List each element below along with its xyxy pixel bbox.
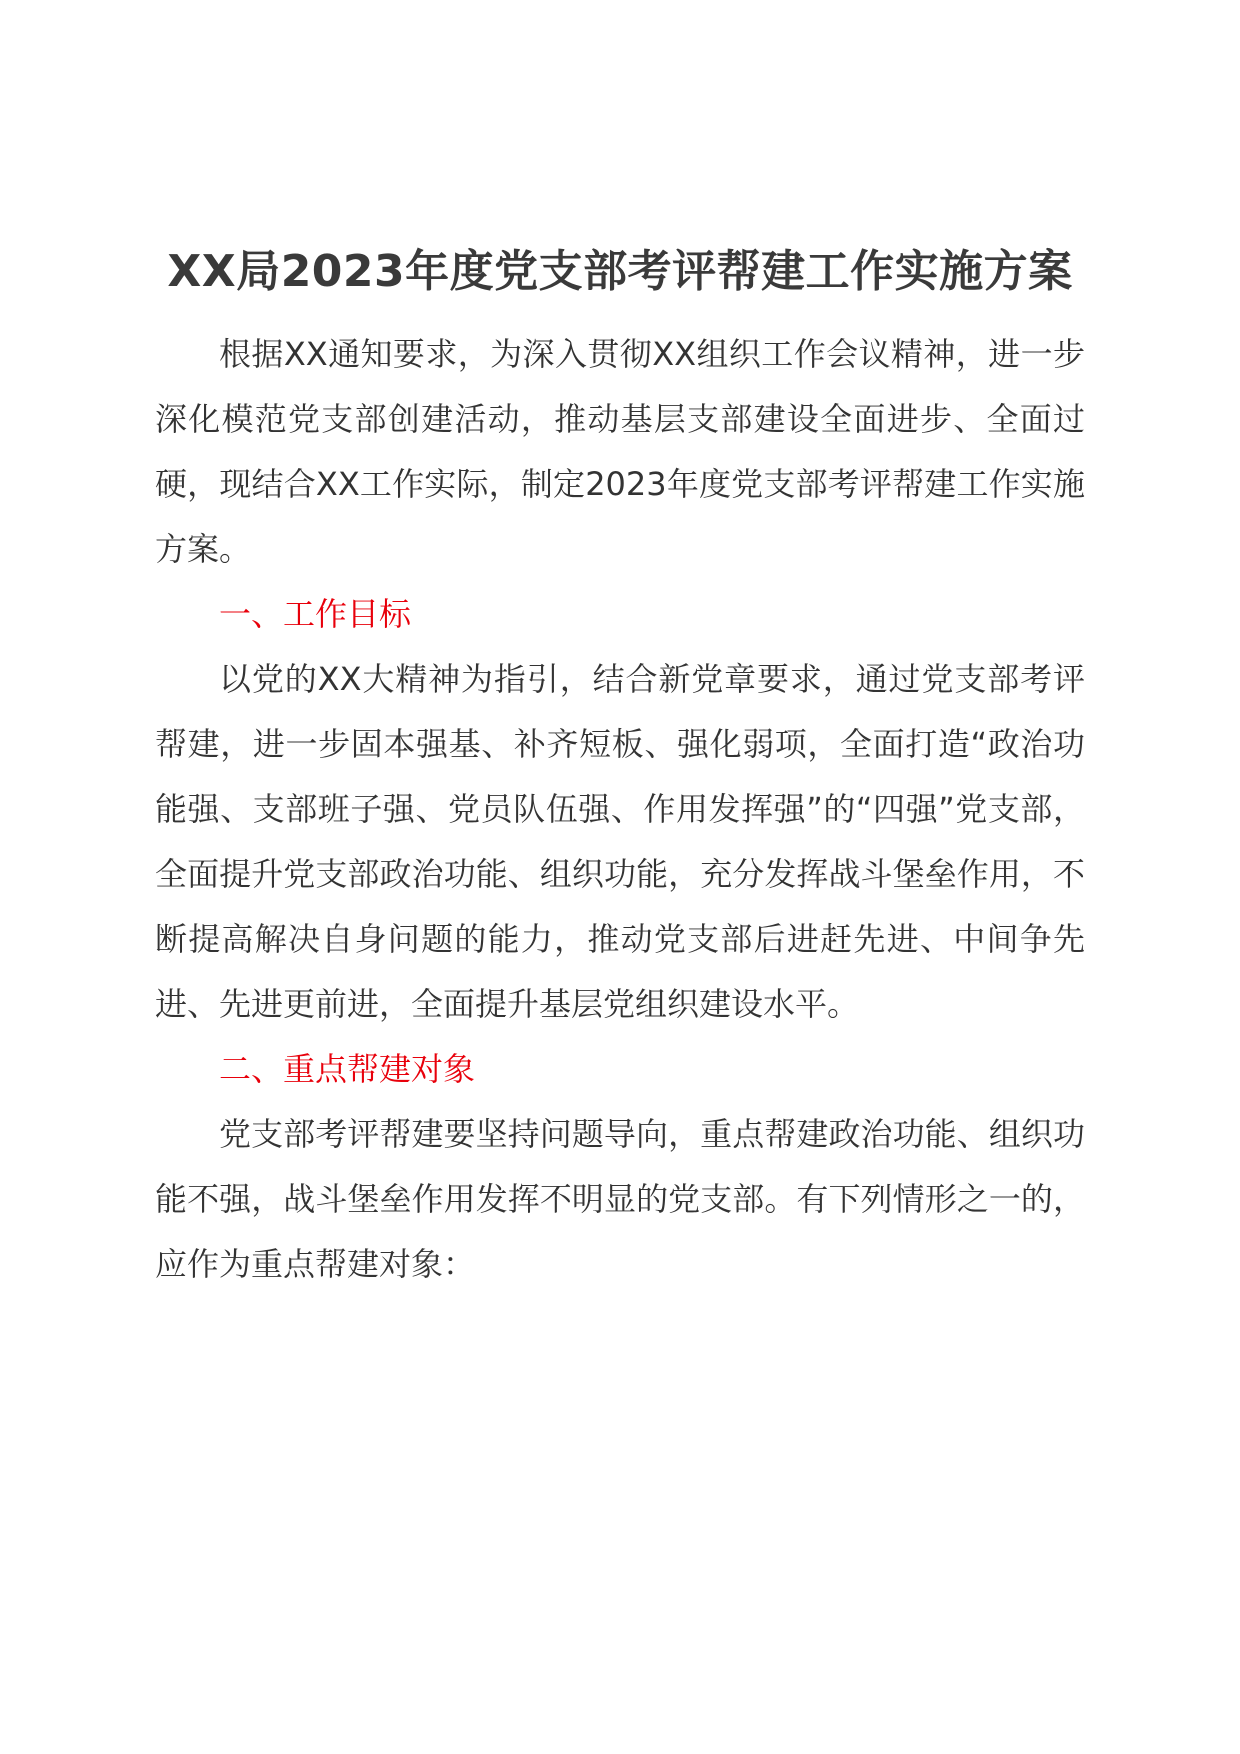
section-body-goals: 以党的XX大精神为指引，结合新党章要求，通过党支部考评帮建，进一步固本强基、补齐短板、强化弱项，全面打造“政治功能强、支部班子强、党员队伍强、作用发挥强”的“四强”党支部，全面提升党支部政治功能、组织功能，充分发挥战斗堡垒作用，不断提高解决自身问题的能力，推动党支部后进赶先进、中间争先进、先进更前进，全面提升基层党组织建设水平。 xyxy=(155,660,1085,1023)
section-body-targets: 党支部考评帮建要坚持问题导向，重点帮建政治功能、组织功能不强，战斗堡垒作用发挥不明显的党支部。有下列情形之一的，应作为重点帮建对象： xyxy=(155,1115,1085,1283)
section-heading-targets: 二、重点帮建对象 xyxy=(219,1050,476,1088)
intro-paragraph: 根据XX通知要求，为深入贯彻XX组织工作会议精神，进一步深化模范党支部创建活动，推动基层支部建设全面进步、全面过硬，现结合XX工作实际，制定2023年度党支部考评帮建工作实施方案。 xyxy=(155,335,1085,568)
document-page xyxy=(155,240,1085,1297)
document-title: XX局2023年度党支部考评帮建工作实施方案 xyxy=(167,246,1073,297)
section-heading-goals: 一、工作目标 xyxy=(219,595,412,633)
